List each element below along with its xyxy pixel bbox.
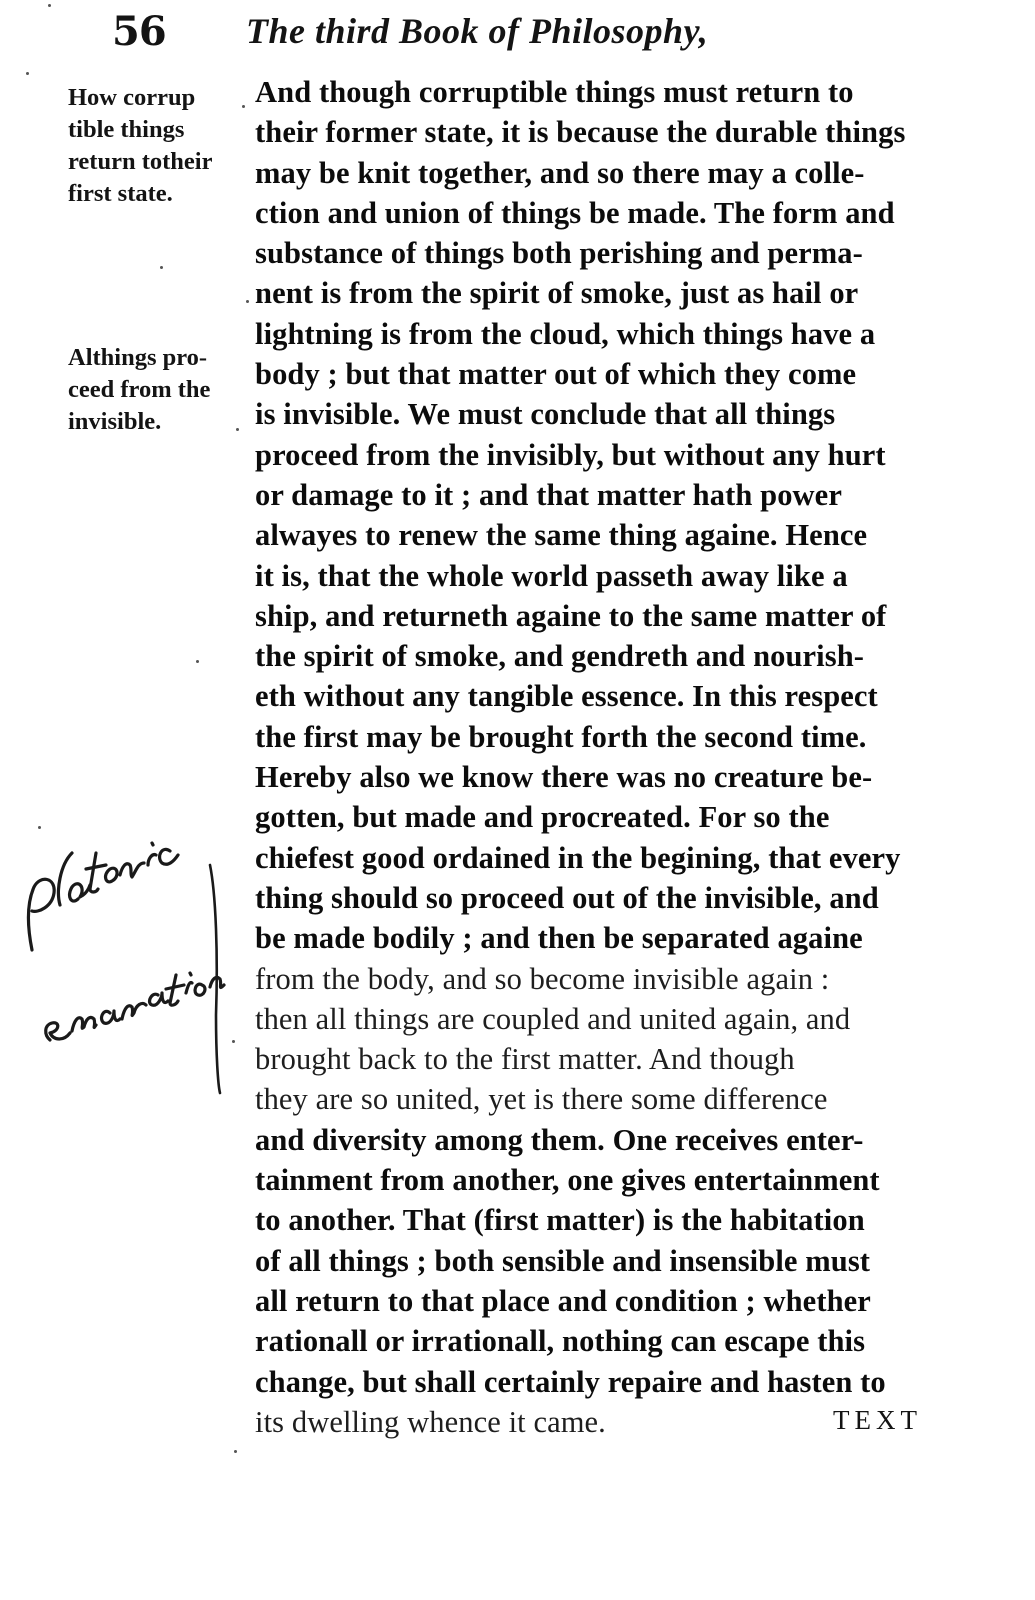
- side-note-line: ceed from the: [68, 376, 211, 403]
- body-line: change, but shall certainly repaire and hasten to: [255, 1364, 886, 1399]
- body-line: proceed from the invisibly, but without any hurt: [255, 437, 886, 472]
- body-line: nent is from the spirit of smoke, just as hail or: [255, 276, 859, 311]
- body-line: they are so united, yet is there some difference: [255, 1082, 828, 1117]
- body-line: chiefest good ordained in the begining, that every: [255, 840, 901, 875]
- side-note-line: invisible.: [68, 408, 162, 435]
- body-line: from the body, and so become invisible again :: [255, 961, 830, 996]
- body-line: ction and union of things be made. The form and: [255, 195, 895, 230]
- page-number: 56: [112, 8, 166, 55]
- body-text-block: [255, 72, 955, 1442]
- body-line: all return to that place and condition ; whether: [255, 1283, 871, 1318]
- body-line: lightning is from the cloud, which things have a: [255, 316, 876, 351]
- handwritten-annotation: [20, 835, 230, 1095]
- body-line: ship, and returneth againe to the same matter of: [255, 598, 887, 633]
- body-line: its dwelling whence it came.: [255, 1404, 606, 1439]
- body-line: the spirit of smoke, and gendreth and nourish-: [255, 639, 865, 674]
- handwritten-annotation-drawing: [20, 835, 230, 1095]
- body-line: substance of things both perishing and perma-: [255, 236, 863, 271]
- body-line: it is, that the whole world passeth away like a: [255, 558, 848, 593]
- body-line: And though corruptible things must return to: [255, 75, 854, 109]
- catchword: TEXT: [833, 1405, 922, 1435]
- body-line: to another. That (first matter) is the habitation: [255, 1203, 865, 1238]
- body-line: rationall or irrationall, nothing can escape this: [255, 1324, 866, 1359]
- body-line: Hereby also we know there was no creature be-: [255, 760, 873, 795]
- side-note-line: tible things: [68, 116, 185, 143]
- body-line: alwayes to renew the same thing againe. Hence: [255, 518, 868, 553]
- body-line: eth without any tangible essence. In this respect: [255, 679, 878, 714]
- body-line: tainment from another, one gives entertainment: [255, 1163, 880, 1198]
- body-line: their former state, it is because the durable things: [255, 115, 906, 150]
- side-note-line: Althings pro-: [68, 344, 208, 371]
- body-line: gotten, but made and procreated. For so the: [255, 800, 830, 835]
- body-line: and diversity among them. One receives enter-: [255, 1122, 864, 1157]
- body-line: the first may be brought forth the second time.: [255, 719, 867, 754]
- body-line: is invisible. We must conclude that all things: [255, 397, 836, 432]
- body-line: of all things ; both sensible and insensible must: [255, 1243, 871, 1278]
- running-head: The third Book of Philosophy,: [246, 11, 709, 51]
- body-line: then all things are coupled and united again, and: [255, 1001, 851, 1036]
- side-note-all-things-proceed: [68, 342, 248, 438]
- side-note-line: first state.: [68, 180, 173, 207]
- body-line: brought back to the first matter. And though: [255, 1042, 795, 1077]
- body-line: or damage to it ; and that matter hath power: [255, 477, 842, 512]
- body-line: may be knit together, and so there may a colle-: [255, 155, 865, 190]
- side-note-line: return totheir: [68, 148, 213, 175]
- body-line: be made bodily ; and then be separated againe: [255, 921, 863, 956]
- body-line: body ; but that matter out of which they come: [255, 357, 857, 392]
- body-line: thing should so proceed out of the invisible, and: [255, 880, 879, 915]
- side-note-corruptible-things: [68, 82, 248, 210]
- side-note-line: How corrup: [68, 84, 196, 111]
